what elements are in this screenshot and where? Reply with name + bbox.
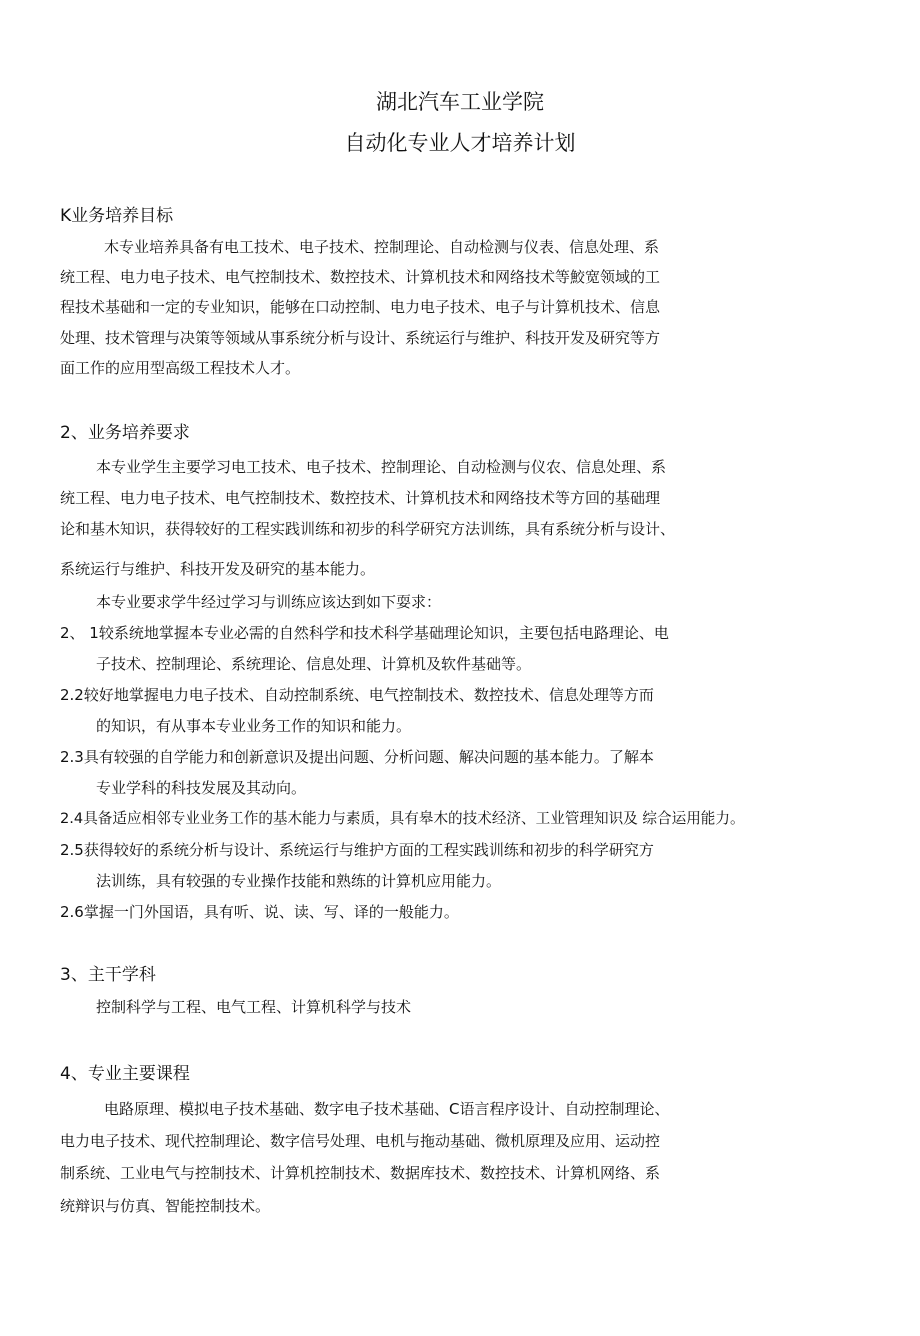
list-item: 2.4具备适应相邻专业业务工作的基木能力与素质，具有皋木的技术经济、工业管理知识及 综合运用能力。 <box>60 810 745 827</box>
paragraph-line: 程技术基础和一定的专业知识，能够在口动控制、电力电子技术、电子与计算机技术、信息 <box>60 298 661 316</box>
paragraph-line: 处理、技术管理与决策等领域从事系统分析与设计、系统运行与维护、科技开发及研究等方 <box>60 329 661 347</box>
paragraph-line: 控制科学与工程、电气工程、计算机科学与技术 <box>96 998 412 1016</box>
section-heading: 4、专业主要课程 <box>60 1064 190 1084</box>
section-heading: K业务培养目标 <box>60 206 174 226</box>
list-item: 2.3具有较强的自学能力和创新意识及提出问题、分析问题、解决问题的基本能力。了解本 <box>60 748 654 766</box>
list-item: 2.2较好地掌握电力电子技术、自动控制系统、电气控制技术、数控技术、信息处理等方而 <box>60 686 654 704</box>
paragraph-line: 统工程、电力电子技术、电气控制技术、数控技术、计算机技术和网络技术等方回的基础理 <box>60 489 661 507</box>
list-item: 2.6掌握一门外国语，具有听、说、读、写、译的一般能力。 <box>60 903 459 921</box>
list-item-continuation: 法训练，具有较强的专业操作技能和熟练的计算机应用能力。 <box>96 872 502 890</box>
paragraph-line: 制系统、工业电气与控制技术、计算机控制技术、数据库技术、数控技术、计算机网络、系 <box>60 1164 661 1182</box>
paragraph-line: 统辩识与仿真、智能控制技术。 <box>60 1197 271 1215</box>
paragraph-line: 统工程、电力电子技术、电气控制技术、数控技术、计算机技术和网络技术等鮫宽领域的工 <box>60 268 661 286</box>
paragraph-line: 本专业要求学牛经过学习与训练应该达到如下耍求： <box>96 593 442 611</box>
list-item: 2.5获得较好的系统分析与设计、系统运行与维护方面的工程实践训练和初步的科学研究方 <box>60 841 654 859</box>
document-title: 湖北汽车工业学院 <box>376 90 544 114</box>
list-item-continuation: 的知识，有从事本专业业务工作的知识和能力。 <box>96 717 412 735</box>
paragraph-line: 电力电子技术、现代控制理论、数字信号处理、电机与拖动基础、微机原理及应用、运动控 <box>60 1132 661 1150</box>
list-item: 2、 1较系统地掌握本专业必需的自然科学和技术科学基础理论知识，主要包括电路理论、电 <box>60 624 669 642</box>
section-heading: 3、主干学科 <box>60 965 156 985</box>
paragraph-line: 本专业学生主要学习电工技术、电子技术、控制理论、自动检测与仪农、信息处理、系 <box>96 458 667 476</box>
paragraph-line: 面工作的应用型高级工程技术人才。 <box>60 359 301 377</box>
paragraph-line: 木专业培养具备有电工技术、电子技术、控制理论、自动检测与仪表、信息处理、系 <box>104 238 660 256</box>
paragraph-line: 系统运行与维护、科技开发及研究的基本能力。 <box>60 560 376 578</box>
section-heading: 2、业务培养要求 <box>60 423 190 443</box>
list-item-continuation: 子技术、控制理论、系统理论、信息处理、计算机及软件基础等。 <box>96 655 532 673</box>
paragraph-line: 论和基木知识，获得较好的工程实践训练和初步的科学研究方法训练，具有系统分析与设计、 <box>60 520 676 538</box>
document-subtitle: 自动化专业人才培养计划 <box>344 131 576 155</box>
paragraph-line: 电路原理、模拟电子技术基础、数字电子技术基础、C语言程序设计、自动控制理论、 <box>104 1100 670 1118</box>
list-item-continuation: 专业学科的科技发展及其动向。 <box>96 779 307 797</box>
